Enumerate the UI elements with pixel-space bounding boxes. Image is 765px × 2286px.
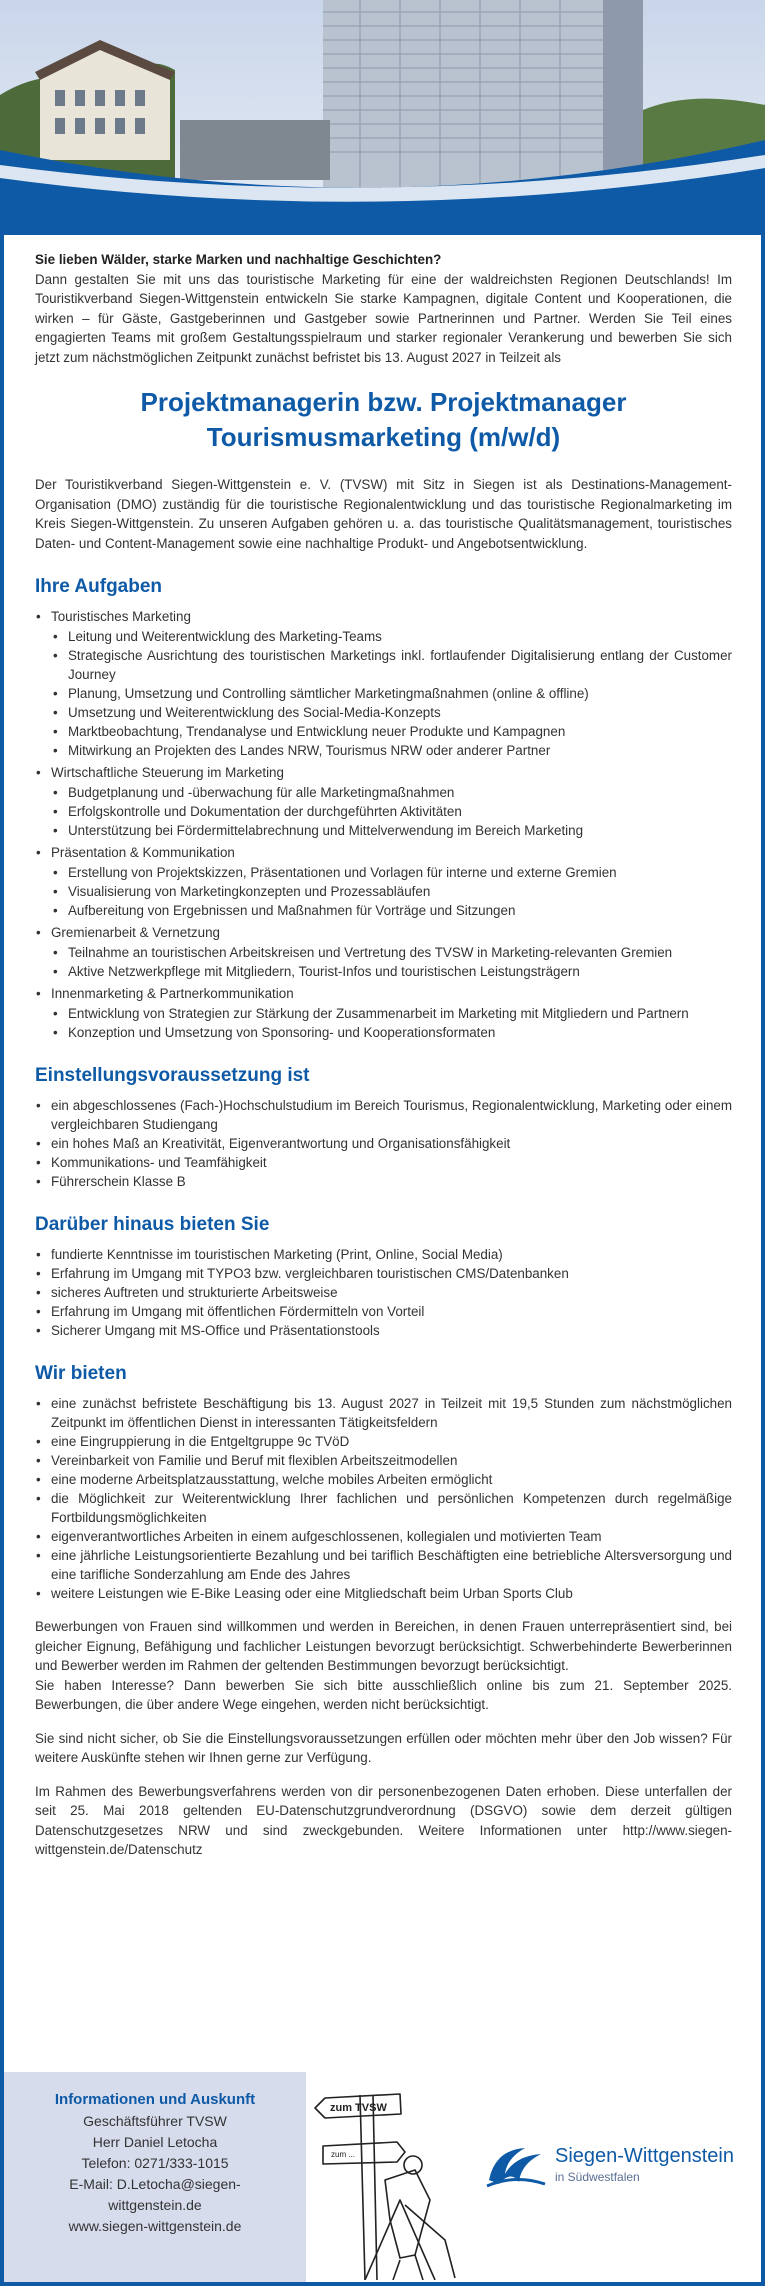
extras-list bbox=[35, 1245, 732, 1340]
list-item: • ein abgeschlossenes (Fach-)Hochschulstudium im Bereich Tourismus, Regionalentwicklung, Marketing oder einem vergleichbaren Studiengang bbox=[51, 1096, 732, 1134]
list-item: • Erstellung von Projektskizzen, Präsentationen und Vorlagen für interne und externe Gremien bbox=[68, 863, 732, 882]
list-item: • Marktbeobachtung, Trendanalyse und Entwicklung neuer Produkte und Kampagnen bbox=[68, 722, 732, 741]
job-title bbox=[35, 385, 732, 455]
contact-role: Geschäftsführer TVSW bbox=[83, 2113, 227, 2129]
job-title-line2: Tourismusmarketing (m/w/d) bbox=[206, 422, 561, 452]
list-item: • Visualisierung von Marketingkonzepten und Prozessabläufen bbox=[68, 882, 732, 901]
list-item: • Führerschein Klasse B bbox=[51, 1172, 732, 1191]
about-text: Der Touristikverband Siegen-Wittgenstein e. V. (TVSW) mit Sitz in Siegen ist als Destinations-Management-Organisation (DMO) zuständig für die touristische Regionalentwicklung und das touristische Regionalmarketing im Kreis Siegen-Wittgenstein. Zu unseren Aufgaben gehören u. a. das touristische Qualitätsmanagement, touristisches Daten- und Content-Management sowie eine nachhaltige Produkt- und Angebotsentwicklung. bbox=[35, 477, 732, 551]
list-item: • Aufbereitung von Ergebnissen und Maßnahmen für Vorträge und Sitzungen bbox=[68, 901, 732, 920]
list-item: • Sicherer Umgang mit MS-Office und Präsentationstools bbox=[51, 1321, 732, 1340]
task-group-label: • Wirtschaftliche Steuerung im Marketing bbox=[51, 765, 284, 780]
frame-left bbox=[0, 233, 4, 2286]
list-item: • sicheres Auftreten und strukturierte Arbeitsweise bbox=[51, 1283, 732, 1302]
list-item: • Umsetzung und Weiterentwicklung des Social-Media-Konzepts bbox=[68, 703, 732, 722]
logo-wave-icon bbox=[485, 2140, 547, 2190]
contact-box bbox=[4, 2072, 306, 2282]
list-item: • Mitwirkung an Projekten des Landes NRW, Tourismus NRW oder anderer Partner bbox=[68, 741, 732, 760]
list-item: • Unterstützung bei Fördermittelabrechnung und Mittelverwendung im Bereich Marketing bbox=[68, 821, 732, 840]
extras-heading: Darüber hinaus bieten Sie bbox=[35, 1214, 270, 1235]
requirements-heading: Einstellungsvoraussetzung ist bbox=[35, 1065, 310, 1086]
contact-email[interactable] bbox=[4, 2174, 306, 2216]
contact-name: Herr Daniel Letocha bbox=[92, 2134, 218, 2150]
tasks-list bbox=[35, 607, 732, 1042]
signpost-illustration bbox=[305, 2080, 475, 2280]
hero-photo bbox=[0, 0, 765, 235]
list-item: • Konzeption und Umsetzung von Sponsoring- und Kooperationsformaten bbox=[68, 1023, 732, 1042]
questions-paragraph: Sie sind nicht sicher, ob Sie die Einstellungsvoraussetzungen erfüllen oder möchten mehr über den Job wissen? Für weitere Auskünfte stehen wir Ihnen gerne zur Verfügung. bbox=[35, 1730, 732, 1765]
list-item: • Erfahrung im Umgang mit öffentlichen Fördermitteln von Vorteil bbox=[51, 1302, 732, 1321]
list-item: • Budgetplanung und -überwachung für alle Marketingmaßnahmen bbox=[68, 783, 732, 802]
list-item: • eine moderne Arbeitsplatzausstattung, welche mobiles Arbeiten ermöglicht bbox=[51, 1470, 732, 1489]
equality-paragraph: Bewerbungen von Frauen sind willkommen und werden in Bereichen, in denen Frauen unterrepräsentiert sind, bei gleicher Eignung, Befähigung und fachlicher Leistungen bevorzugt berücksichtigt. Schwerbehinderte Bewerberinnen und Bewerber werden im Rahmen der geltenden Bestimmungen bevorzugt berücksichtigt. bbox=[35, 1619, 732, 1673]
list-item: • ein hohes Maß an Kreativität, Eigenverantwortung und Organisationsfähigkeit bbox=[51, 1134, 732, 1153]
frame-right bbox=[761, 233, 765, 2286]
frame-bottom bbox=[0, 2282, 765, 2286]
apply-paragraph: Sie haben Interesse? Dann bewerben Sie sich bitte ausschließlich online bis zum 21. September 2025. Bewerbungen, die über andere Wege eingehen, werden nicht berücksichtigt. bbox=[35, 1677, 732, 1712]
list-item: • eine Eingruppierung in die Entgeltgruppe 9c TVöD bbox=[51, 1432, 732, 1451]
list-item: • Planung, Umsetzung und Controlling sämtlicher Marketingmaßnahmen (online & offline) bbox=[68, 684, 732, 703]
tasks-heading: Ihre Aufgaben bbox=[35, 576, 163, 597]
contact-web-link[interactable]: www.siegen-wittgenstein.de bbox=[68, 2218, 242, 2234]
contact-title: Informationen und Auskunft bbox=[54, 2091, 256, 2108]
logo-name: Siegen-Wittgenstein bbox=[555, 2145, 734, 2167]
task-group bbox=[51, 607, 732, 760]
intro-text: Dann gestalten Sie mit uns das touristische Marketing für eine der waldreichsten Regionen Deutschlands! Im Touristikverband Siegen-Wittgenstein entwickeln Sie starke Kampagnen, digitale Content und Kooperationen, die wirken – für Gäste, Gastgeberinnen und Gastgeber sowie Partnerinnen und Partner. Werden Sie Teil eines engagierten Teams mit großem Gestaltungsspielraum und starker regionaler Verankerung und bewerben Sie sich jetzt zum nächstmöglichen Zeitpunkt zunächst befristet bis 13. August 2027 in Teilzeit als bbox=[35, 271, 732, 365]
siegen-wittgenstein-logo bbox=[485, 2135, 745, 2205]
task-group-label: • Innenmarketing & Partnerkommunikation bbox=[51, 986, 294, 1001]
task-group bbox=[51, 923, 732, 981]
intro-question: Sie lieben Wälder, starke Marken und nachhaltige Geschichten? bbox=[35, 252, 442, 267]
task-group-label: • Gremienarbeit & Vernetzung bbox=[51, 925, 220, 940]
list-item: • Kommunikations- und Teamfähigkeit bbox=[51, 1153, 732, 1172]
task-group-label: • Touristisches Marketing bbox=[51, 609, 191, 624]
list-item: • Vereinbarkeit von Familie und Beruf mit flexiblen Arbeitszeitmodellen bbox=[51, 1451, 732, 1470]
logo-subtitle: in Südwestfalen bbox=[555, 2170, 640, 2184]
list-item: • die Möglichkeit zur Weiterentwicklung Ihrer fachlichen und persönlichen Kompetenzen durch regelmäßige Fortbildungsmöglichkeiten bbox=[51, 1489, 732, 1527]
task-group bbox=[51, 984, 732, 1042]
list-item: • Teilnahme an touristischen Arbeitskreisen und Vertretung des TVSW in Marketing-relevanten Gremien bbox=[68, 943, 732, 962]
contact-email-line1[interactable]: E-Mail: D.Letocha@siegen- bbox=[69, 2176, 241, 2192]
task-group bbox=[51, 763, 732, 840]
job-title-line1: Projektmanagerin bzw. Projektmanager bbox=[140, 387, 627, 417]
offer-heading: Wir bieten bbox=[35, 1363, 127, 1384]
sign-top-text: zum TVSW bbox=[330, 2102, 387, 2114]
contact-phone[interactable]: Telefon: 0271/333-1015 bbox=[81, 2155, 229, 2171]
requirements-list bbox=[35, 1096, 732, 1191]
list-item: • Erfolgskontrolle und Dokumentation der durchgeführten Aktivitäten bbox=[68, 802, 732, 821]
list-item: • eine jährliche Leistungsorientierte Bezahlung und bei tariflich Beschäftigten eine betriebliche Altersversorgung und eine tarifliche Sonderzahlung am Ende des Jahres bbox=[51, 1546, 732, 1584]
list-item: • weitere Leistungen wie E-Bike Leasing oder eine Mitgliedschaft beim Urban Sports Club bbox=[51, 1584, 732, 1603]
main-content bbox=[35, 250, 732, 1860]
privacy-paragraph: Im Rahmen des Bewerbungsverfahrens werden von dir personenbezogenen Daten erhoben. Diese unterfallen der seit 25. Mai 2018 geltenden EU-Datenschutzgrundverordnung (DSGVO) sowie dem derzeit gültigen Datenschutzgesetzes NRW und sind zweckgebunden. Weitere Informationen unter http://www.siegen-wittgenstein.de/Datenschutz bbox=[35, 1783, 732, 1857]
list-item: • Strategische Ausrichtung des touristischen Marketings inkl. fortlaufender Digitalisierung entlang der Customer Journey bbox=[68, 646, 732, 684]
list-item: • eine zunächst befristete Beschäftigung bis 13. August 2027 in Teilzeit mit 19,5 Stunden zum nächstmöglichen Zeitpunkt im öffentlichen Dienst in interessanten Tätigkeitsfeldern bbox=[51, 1394, 732, 1432]
list-item: • Leitung und Weiterentwicklung des Marketing-Teams bbox=[68, 627, 732, 646]
list-item: • fundierte Kenntnisse im touristischen Marketing (Print, Online, Social Media) bbox=[51, 1245, 732, 1264]
list-item: • Entwicklung von Strategien zur Stärkung der Zusammenarbeit im Marketing mit Mitgliedern und Partnern bbox=[68, 1004, 732, 1023]
list-item: • Erfahrung im Umgang mit TYPO3 bzw. vergleichbaren touristischen CMS/Datenbanken bbox=[51, 1264, 732, 1283]
sign-bottom-text: zum ... bbox=[331, 2150, 356, 2159]
task-group-label: • Präsentation & Kommunikation bbox=[51, 845, 235, 860]
list-item: • Aktive Netzwerkpflege mit Mitgliedern, Tourist-Infos und touristischen Leistungsträgern bbox=[68, 962, 732, 981]
contact-email-line2[interactable]: wittgenstein.de bbox=[108, 2197, 202, 2213]
task-group bbox=[51, 843, 732, 920]
hero-illustration bbox=[0, 0, 765, 235]
list-item: • eigenverantwortliches Arbeiten in einem aufgeschlossenen, kollegialen und motivierten Team bbox=[51, 1527, 732, 1546]
offer-list bbox=[35, 1394, 732, 1603]
